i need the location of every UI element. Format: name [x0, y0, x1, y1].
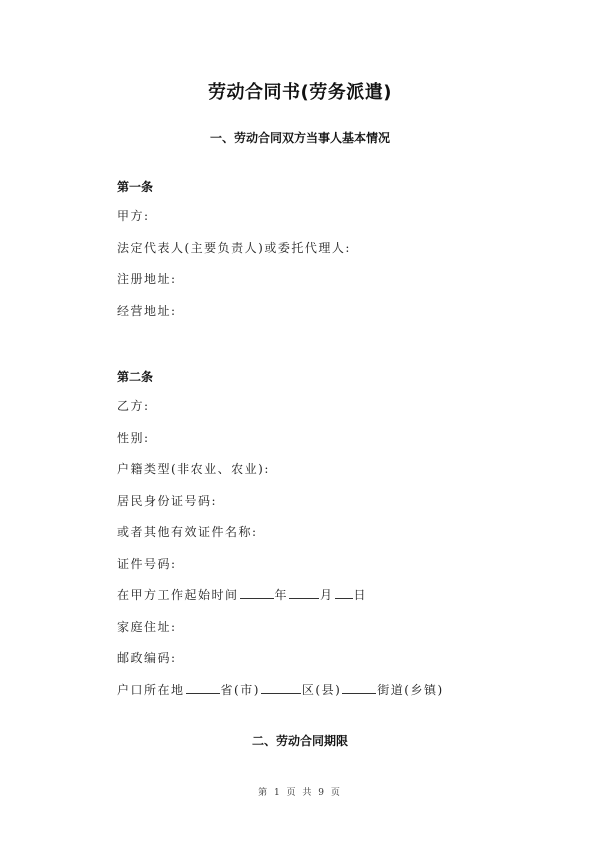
- field-other-id-name: 或者其他有效证件名称:: [117, 525, 258, 539]
- field-party-b: 乙方:: [117, 399, 150, 413]
- field-hukou-type: 户籍类型(非农业、农业):: [117, 462, 270, 476]
- field-home-address: 家庭住址:: [117, 620, 177, 634]
- year-label: 年: [274, 588, 289, 602]
- article-1-heading: 第一条: [117, 180, 154, 194]
- field-registered-address: 注册地址:: [117, 272, 177, 286]
- field-gender: 性别:: [117, 431, 150, 445]
- province-label: 省(市): [220, 683, 260, 697]
- page-number-footer: 第 1 页 共 9 页: [258, 788, 342, 798]
- field-hukou-location: [117, 682, 444, 698]
- month-blank[interactable]: [289, 587, 319, 599]
- year-blank[interactable]: [240, 587, 274, 599]
- field-start-date: [117, 587, 367, 603]
- province-blank[interactable]: [186, 682, 220, 694]
- street-label: 街道(乡镇): [377, 683, 444, 697]
- day-blank[interactable]: [335, 587, 353, 599]
- month-label: 月: [320, 588, 334, 602]
- field-legal-representative: 法定代表人(主要负责人)或委托代理人:: [117, 241, 351, 255]
- street-blank[interactable]: [342, 682, 376, 694]
- field-business-address: 经营地址:: [117, 304, 177, 318]
- hukou-label: 户口所在地: [117, 683, 185, 697]
- field-party-a: 甲方:: [117, 209, 150, 223]
- day-label: 日: [353, 588, 368, 602]
- field-postal-code: 邮政编码:: [117, 651, 177, 665]
- district-blank[interactable]: [261, 682, 301, 694]
- field-id-number: 居民身份证号码:: [117, 494, 218, 508]
- document-title: 劳动合同书(劳务派遣): [208, 82, 392, 103]
- section-heading-parties: 一、劳动合同双方当事人基本情况: [209, 131, 390, 145]
- section-heading-term: 二、劳动合同期限: [251, 734, 348, 748]
- district-label: 区(县): [301, 683, 342, 697]
- article-2-heading: 第二条: [117, 370, 154, 384]
- start-date-label: 在甲方工作起始时间: [117, 588, 239, 602]
- field-id-doc-number: 证件号码:: [117, 557, 177, 571]
